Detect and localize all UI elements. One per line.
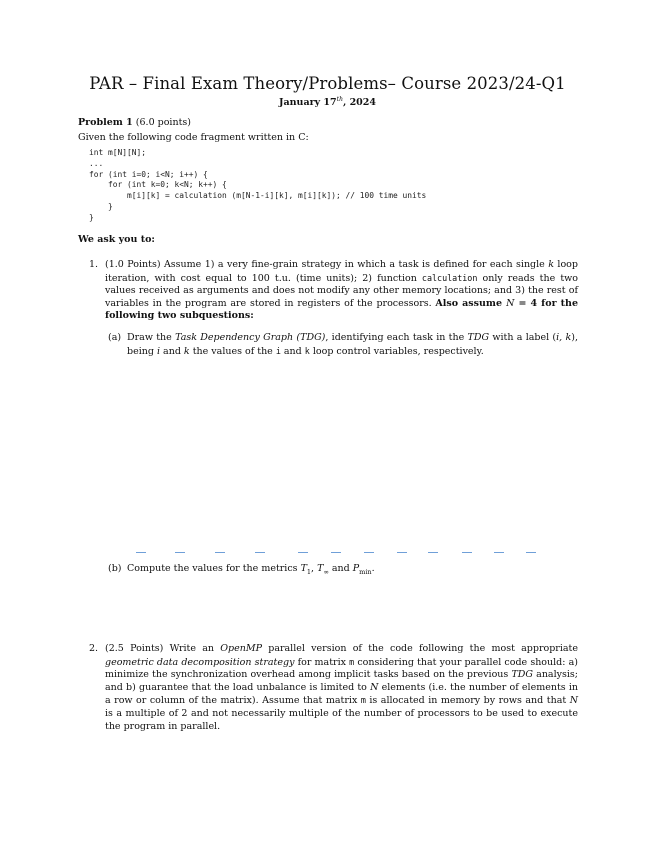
problem-1-heading: Problem 1 (6.0 points) [78,117,191,128]
separator-dash [298,552,308,553]
metric-t1: $T_1$ [300,563,312,576]
metric-tinf: $T_\infty$ [317,563,329,576]
code-line: int m[N][N]; [89,148,147,157]
separator-dash [494,552,504,553]
separator-dash [331,552,341,553]
separator-dash [397,552,407,553]
separator-dash [526,552,536,553]
code-line: for (int k=0; k<N; k++) { [89,180,227,190]
exam-date: January 17th, 2024 [278,96,377,109]
exam-title: PAR – Final Exam Theory/Problems– Course 2023/24-Q1 [89,74,566,93]
metric-pmin: $P_{min}$ [352,563,372,576]
code-line: ... [89,158,104,168]
separator-dash [255,552,265,553]
separator-dash [462,552,472,553]
problem-1-intro: Given the following code fragment written in C: [78,132,309,143]
separator-dash [215,552,225,553]
separator-dash [175,552,185,553]
code-line: } [89,212,94,222]
ask-heading: We ask you to: [78,234,155,245]
code-line: m[i][k] = calculation (m[N-1-i][k], m[i][k]); // 100 time units [89,191,427,201]
answer-separator [130,548,540,558]
separator-dash [136,552,146,553]
separator-dash [428,552,438,553]
question-2: 2. (2.5 Points) Write an OpenMP parallel version of the code following the most appropriate geometric data decomposition strategy for matrix m considering that your parallel code should: a) minimize the synchronization overhead among implicit tasks based on the previous TDG analysis; and b) guarantee that the load unbalance is limited to N elements (i.e. the number of elements in a row or column of the matrix). Assume that matrix m is allocated in memory by rows and that N is a multiple of 2 and not necessarily multiple of the number of processors to be used to execute the program in parallel. [89,643,579,732]
separator-dash [364,552,374,553]
code-fragment [89,148,426,224]
code-line: for (int i=0; i<N; i++) { [89,169,208,179]
question-1b: (b) Compute the values for the metrics $T_1$, $T_\infty$ and $P_{min}$. [108,563,375,576]
question-1a: (a) Draw the Task Dependency Graph (TDG), identifying each task in the TDG with a label (i, k), being i and k the values of the i and k loop control variables, respectively. [108,332,578,357]
code-line: } [89,201,113,211]
question-1: 1. (1.0 Points) Assume 1) a very fine-grain strategy in which a task is defined for each single k loop iteration, with cost equal to 100 t.u. (time units); 2) function calculation only reads the two values received as arguments and does not modify any other memory locations; and 3) the rest of variables in the program are stored in registers of the processors. Also assume N = 4 for the following two subquestions: [89,259,578,322]
